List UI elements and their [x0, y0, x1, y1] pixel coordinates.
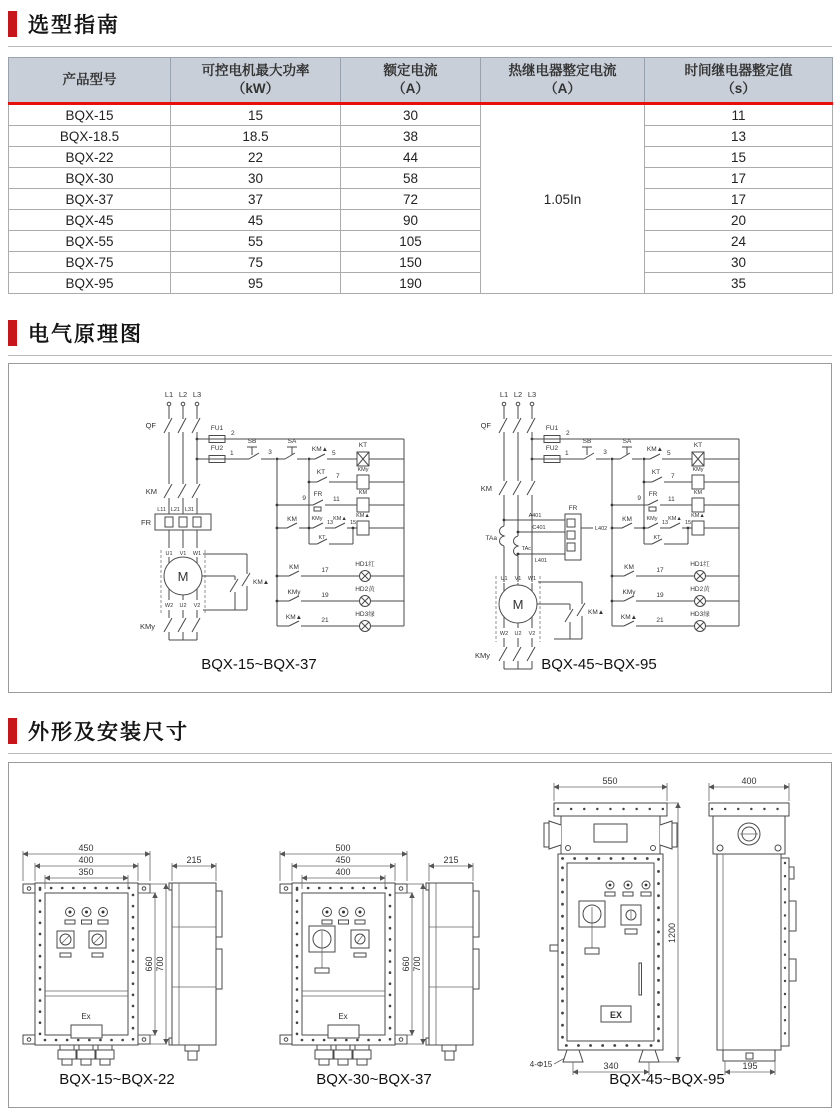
dim-height-outer: 700	[155, 956, 165, 972]
contactor-label: KM	[145, 487, 157, 496]
cell-current: 90	[341, 210, 481, 231]
wire-number: 19	[321, 592, 329, 599]
cell-power: 75	[171, 252, 341, 273]
delta-contact-label: KM▲	[588, 609, 605, 616]
cell-model: BQX-22	[9, 147, 171, 168]
wire-number: 21	[321, 617, 329, 624]
cell-current: 44	[341, 147, 481, 168]
drawing-bqx45-95	[530, 776, 796, 1088]
contact-label: KMy	[311, 516, 323, 522]
fuse-label: FU2	[210, 445, 224, 452]
wire-number: 9	[302, 495, 306, 502]
ct-label: TAc	[521, 546, 531, 552]
outline-panel	[8, 762, 832, 1108]
dim-front-width: 550	[602, 776, 618, 786]
cell-thermal-merged: 1.05In	[481, 104, 645, 294]
motor-symbol: M	[512, 597, 524, 612]
cell-time: 17	[645, 189, 833, 210]
table-row	[9, 189, 833, 210]
motor-terminal: V1	[514, 576, 522, 582]
col-header-time: 时间继电器整定值 （s）	[645, 58, 833, 104]
wire-label: C401	[532, 525, 546, 531]
drawing-caption: BQX-15~BQX-22	[59, 1071, 175, 1088]
section-title-selection-guide: 选型指南	[28, 14, 120, 37]
coil-label: KM	[358, 490, 368, 496]
section-header-outline	[8, 716, 832, 754]
phase-lines-and-breaker	[146, 390, 202, 433]
contactor-label: KM	[480, 484, 492, 493]
col-header-model: 产品型号	[9, 58, 171, 104]
control-ladder-right	[528, 425, 739, 632]
section-header-schematic	[8, 318, 832, 356]
cell-current: 38	[341, 126, 481, 147]
cell-power: 37	[171, 189, 341, 210]
cell-time: 13	[645, 126, 833, 147]
wire-number: 17	[321, 567, 329, 574]
dim-depth: 215	[443, 855, 459, 865]
dim-depth: 215	[186, 855, 202, 865]
wire-number: 11	[333, 496, 340, 503]
lamp-label: HD3绿	[355, 611, 375, 618]
cell-power: 30	[171, 168, 341, 189]
cell-power: 45	[171, 210, 341, 231]
drawing-caption: BQX-30~BQX-37	[316, 1071, 432, 1088]
motor-terminal: U1	[165, 551, 173, 557]
selector-label: SA	[287, 438, 297, 445]
right-circuit-power	[475, 432, 607, 669]
cell-model: BQX-15	[9, 104, 171, 126]
motor-terminal: V2	[193, 603, 201, 609]
dim-base: 195	[742, 1061, 758, 1071]
section-accent-bar	[8, 11, 17, 37]
lamp-label: HD1红	[355, 561, 375, 568]
contact-label: KT	[318, 535, 326, 541]
wire-number: 3	[268, 449, 272, 456]
control-ladder	[193, 425, 404, 632]
wire-number: 13	[327, 520, 334, 526]
dim-width-inner: 350	[78, 867, 94, 877]
motor-terminal: W1	[527, 576, 537, 582]
cell-time: 35	[645, 273, 833, 294]
wire-number: 15	[350, 520, 357, 526]
coil-label: KMy	[357, 467, 369, 473]
dim-feet-span: 340	[603, 1061, 619, 1071]
dim-height-inner: 660	[144, 956, 154, 972]
cell-power: 15	[171, 104, 341, 126]
cell-current: 58	[341, 168, 481, 189]
dim-height-outer: 700	[412, 956, 422, 972]
table-row	[9, 210, 833, 231]
cell-time: 24	[645, 231, 833, 252]
col-header-current: 额定电流 （A）	[341, 58, 481, 104]
dim-width-outer: 450	[78, 843, 94, 853]
left-circuit-power	[140, 432, 269, 640]
contact-label: FR	[313, 491, 323, 498]
cell-model: BQX-55	[9, 231, 171, 252]
motor-terminal: V1	[179, 551, 187, 557]
dim-width-mid: 450	[335, 855, 351, 865]
phase-lines-and-breaker-right	[481, 390, 537, 433]
cell-power: 55	[171, 231, 341, 252]
cell-model: BQX-37	[9, 189, 171, 210]
ex-mark: Ex	[338, 1012, 348, 1021]
dim-height-inner: 660	[401, 956, 411, 972]
dim-side-width: 400	[741, 776, 757, 786]
wire-label: L402	[595, 526, 608, 532]
wire-number: 7	[336, 473, 340, 480]
motor-terminal: W1	[192, 551, 202, 557]
header-row	[9, 58, 833, 104]
ct-label: TAa	[485, 535, 497, 542]
schematic-canvas	[9, 364, 829, 690]
wire-label: L31	[184, 507, 194, 513]
motor-terminal: U1	[500, 576, 508, 582]
cell-model: BQX-18.5	[9, 126, 171, 147]
cell-time: 30	[645, 252, 833, 273]
motor-symbol: M	[177, 569, 189, 584]
motor-terminal: U2	[179, 603, 187, 609]
dim-height: 1200	[667, 922, 677, 944]
outline-canvas	[9, 763, 829, 1105]
table-row	[9, 104, 833, 126]
wire-label: L21	[170, 507, 180, 513]
motor-terminal: V2	[528, 631, 536, 637]
table-row	[9, 147, 833, 168]
cell-time: 15	[645, 147, 833, 168]
delta-contact-label: KM▲	[253, 579, 270, 586]
selection-table	[8, 57, 833, 294]
pushbutton-label: SB	[247, 438, 257, 445]
dim-width-outer: 500	[335, 843, 351, 853]
wire-number: 1	[230, 450, 234, 457]
thermal-relay-label: FR	[141, 518, 151, 527]
dim-width-inner: 400	[335, 867, 351, 877]
ex-mark: Ex	[81, 1012, 91, 1021]
wire-label: L11	[157, 507, 166, 513]
cell-current: 150	[341, 252, 481, 273]
selection-table-body	[9, 104, 833, 294]
coil-label: KM▲	[356, 513, 370, 519]
cell-time: 20	[645, 210, 833, 231]
drawing-caption: BQX-45~BQX-95	[609, 1071, 725, 1088]
cell-current: 105	[341, 231, 481, 252]
section-title-outline: 外形及安装尺寸	[28, 721, 189, 744]
thermal-relay-label: FR	[568, 505, 578, 512]
phase-label: L2	[178, 390, 188, 399]
cell-time: 17	[645, 168, 833, 189]
cell-model: BQX-45	[9, 210, 171, 231]
cell-power: 95	[171, 273, 341, 294]
contactor-label: KMy	[140, 622, 155, 631]
motor-terminal: W2	[499, 631, 509, 637]
dim-width-mid: 400	[78, 855, 94, 865]
contact-label: KM▲	[333, 516, 347, 522]
lamp-label: HD2黄	[355, 586, 375, 593]
schematic-caption-right: BQX-45~BQX-95	[541, 656, 657, 673]
cell-model: BQX-75	[9, 252, 171, 273]
phase-label: L1	[164, 390, 174, 399]
cell-current: 30	[341, 104, 481, 126]
wire-number: 2	[231, 430, 235, 437]
table-row	[9, 126, 833, 147]
fuse-label: FU1	[210, 425, 224, 432]
section-accent-bar	[8, 320, 17, 346]
table-row	[9, 231, 833, 252]
cell-time: 11	[645, 104, 833, 126]
motor-terminal: U2	[514, 631, 522, 637]
section-accent-bar	[8, 718, 17, 744]
contact-label: KM	[289, 564, 299, 571]
cell-model: BQX-30	[9, 168, 171, 189]
drawing-bqx15-22	[23, 843, 222, 1088]
cell-power: 22	[171, 147, 341, 168]
col-header-power: 可控电机最大功率 （kW）	[171, 58, 341, 104]
cell-power: 18.5	[171, 126, 341, 147]
contactor-label: KMy	[475, 651, 490, 660]
section-title-schematic: 电气原理图	[28, 323, 143, 346]
cell-model: BQX-95	[9, 273, 171, 294]
breaker-label: QF	[145, 421, 156, 430]
table-row	[9, 252, 833, 273]
phase-label: L3	[192, 390, 202, 399]
contact-label: KT	[316, 469, 326, 476]
contact-label: KMy	[287, 589, 301, 596]
contact-label: KM▲	[285, 614, 303, 621]
ex-mark: EX	[609, 1010, 623, 1020]
section-header-selection-guide	[8, 9, 832, 47]
wire-label: L401	[534, 558, 548, 564]
motor-terminal: W2	[164, 603, 174, 609]
drawing-bqx30-37	[280, 843, 479, 1088]
schematic-caption-left: BQX-15~BQX-37	[201, 656, 317, 673]
contact-label: KM	[287, 516, 297, 523]
contact-label: KM▲	[311, 446, 329, 453]
table-row	[9, 168, 833, 189]
coil-label: KT	[358, 442, 368, 449]
cell-current: 190	[341, 273, 481, 294]
col-header-thermal: 热继电器整定电流 （A）	[481, 58, 645, 104]
wire-label: A401	[528, 513, 542, 519]
cell-current: 72	[341, 189, 481, 210]
dim-mount-holes: 4-Φ15	[529, 1060, 553, 1069]
selection-table-head	[9, 58, 833, 104]
schematic-panel	[8, 363, 832, 693]
table-row	[9, 273, 833, 294]
wire-number: 5	[332, 450, 336, 457]
